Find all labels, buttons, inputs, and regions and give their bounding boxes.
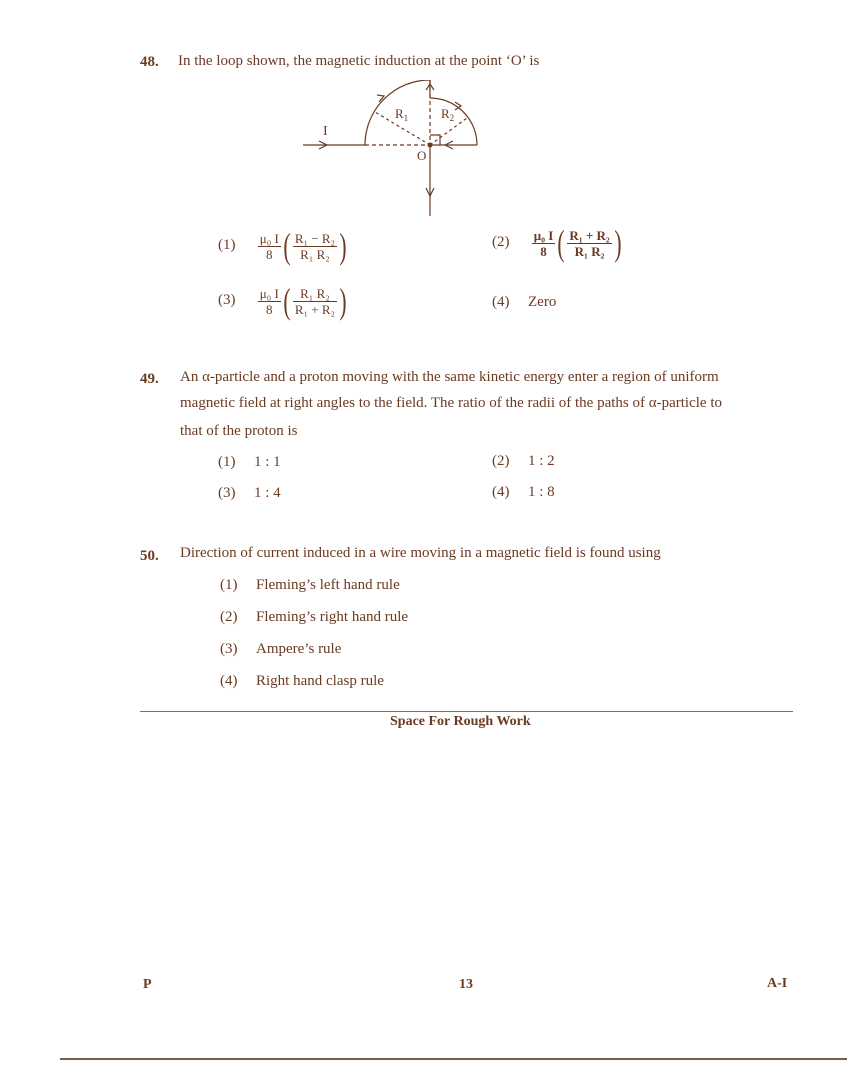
question-50-text: Direction of current induced in a wire moving in a magnetic field is found using	[180, 545, 661, 561]
question-48-text: In the loop shown, the magnetic induction at the point ‘O’ is	[178, 53, 540, 69]
option-label: (2)	[492, 234, 510, 251]
label-current: I	[323, 124, 328, 139]
label-r2: $R_2$	[441, 106, 455, 123]
q49-option-3[interactable]	[218, 485, 281, 502]
q48-option-4[interactable]	[492, 294, 556, 311]
question-48-number: 48.	[140, 54, 159, 70]
page-number: 13	[459, 977, 473, 992]
option-text: 1 : 4	[254, 485, 281, 501]
q49-option-4[interactable]	[492, 484, 555, 501]
option-label: (4)	[220, 673, 238, 689]
question-49-line-3: that of the proton is	[180, 423, 298, 439]
option-text: 1 : 1	[254, 454, 281, 470]
q49-option-2[interactable]	[492, 453, 555, 470]
option-label: (4)	[492, 484, 510, 500]
question-49-line-1: An α-particle and a proton moving with the same kinetic energy enter a region of uniform	[180, 369, 719, 385]
point-o-dot	[428, 143, 433, 148]
option-text: Zero	[528, 294, 557, 310]
option-label: (2)	[220, 609, 238, 625]
option-text: Right hand clasp rule	[256, 673, 384, 689]
question-49-line-2: magnetic field at right angles to the field. The ratio of the radii of the paths of α-particle to	[180, 395, 722, 411]
q48-option-3[interactable]: (3) $\frac{\text{μ₀ I}}{8}$ ( $\frac{\text{R₁ R₂}}{\text{R₁ + R₂}}$ )	[218, 281, 347, 321]
question-49-number: 49.	[140, 371, 159, 387]
question-50-number: 50.	[140, 548, 159, 564]
option-text: Ampere’s rule	[256, 641, 342, 657]
option-text: Fleming’s right hand rule	[256, 609, 409, 625]
ratio-fraction: $\frac{\text{R₁ R₂}}{\text{R₁ + R₂}}$	[294, 285, 336, 317]
q50-option-2[interactable]	[220, 609, 408, 626]
rough-work-heading: Space For Rough Work	[390, 714, 531, 729]
ratio-fraction: $\frac{\text{R₁ + R₂}}{\text{R₁ R₂}}$	[569, 227, 610, 259]
option-label: (3)	[218, 485, 236, 501]
coefficient-fraction: $\frac{\text{μ₀ I}}{8}$	[533, 227, 554, 259]
option-text: 1 : 2	[528, 453, 555, 469]
footer-right: A-I	[767, 976, 788, 991]
coefficient-fraction: $\frac{\text{μ₀ I}}{8}$	[259, 285, 279, 317]
option-text: 1 : 8	[528, 484, 555, 500]
coefficient-fraction: $\frac{\text{μ₀ I}}{8}$	[259, 230, 279, 262]
option-label: (1)	[218, 237, 236, 254]
q50-option-3[interactable]	[220, 641, 341, 658]
option-label: (1)	[218, 454, 236, 470]
option-label: (3)	[218, 292, 236, 309]
label-point-o: O	[417, 148, 427, 163]
footer-left: P	[143, 977, 152, 992]
q48-option-1[interactable]: (1) $\frac{\text{μ₀ I}}{8}$ ( $\frac{\text{R₁ − R₂}}{\text{R₁ R₂}}$ )	[218, 226, 347, 266]
bottom-border	[60, 1058, 847, 1060]
section-divider	[140, 711, 793, 712]
option-text: Fleming’s left hand rule	[256, 577, 400, 593]
ratio-fraction: $\frac{\text{R₁ − R₂}}{\text{R₁ R₂}}$	[294, 230, 336, 262]
q50-option-1[interactable]	[220, 577, 400, 594]
option-label: (2)	[492, 453, 510, 469]
loop-figure	[295, 80, 495, 220]
option-label: (1)	[220, 577, 238, 593]
label-r1: $R_1$	[395, 106, 409, 123]
option-label: (4)	[492, 294, 510, 310]
q48-option-2[interactable]: (2) $\frac{\text{μ₀ I}}{8}$ ( $\frac{\text{R₁ + R₂}}{\text{R₁ R₂}}$ )	[492, 223, 622, 263]
option-label: (3)	[220, 641, 238, 657]
q50-option-4[interactable]	[220, 673, 384, 690]
q49-option-1[interactable]	[218, 454, 281, 471]
